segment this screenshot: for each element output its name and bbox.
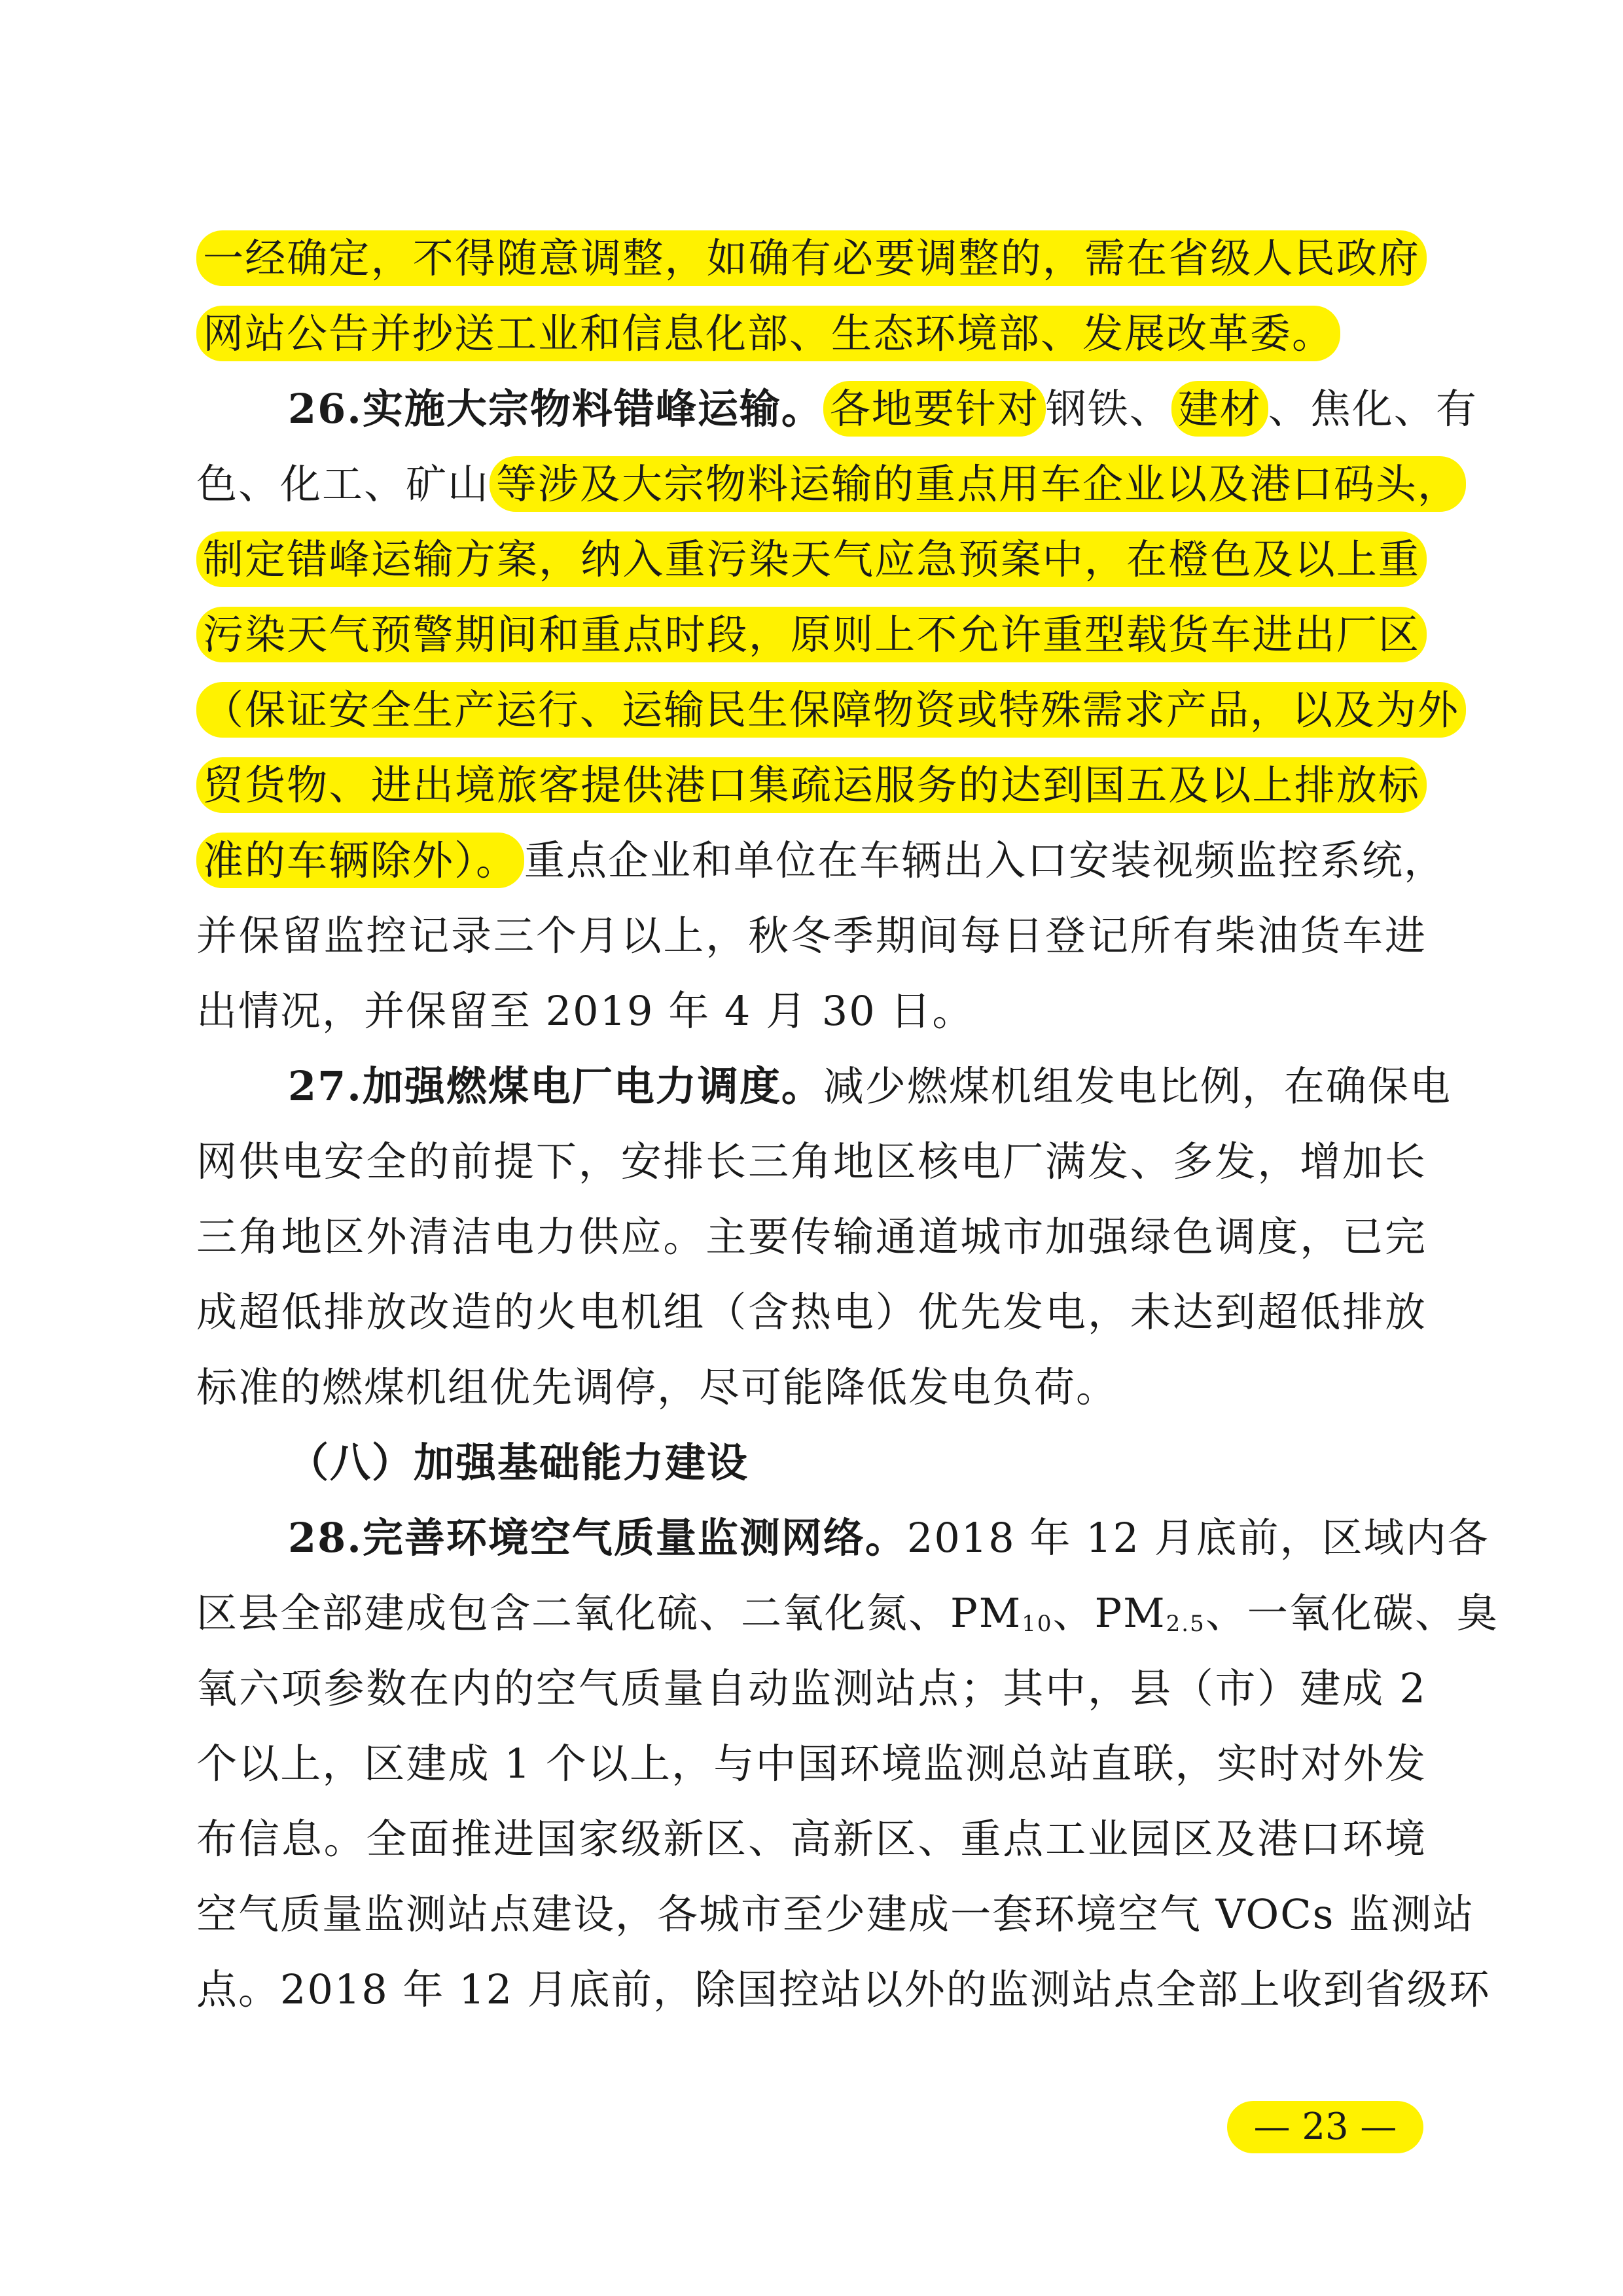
text-run: 标准的燃煤机组优先调停，尽可能降低发电负荷。 — [196, 1363, 1118, 1411]
subscript: 2.5 — [1166, 1611, 1205, 1637]
text-line — [196, 602, 1427, 668]
text-line — [196, 1204, 1427, 1270]
text-line — [196, 1882, 1475, 1947]
text-line — [196, 1957, 1491, 2022]
text-line — [196, 301, 1427, 367]
text-line — [196, 527, 1427, 592]
text-run: 布信息。全面推进国家级新区、高新区、重点工业园区及港口环境 — [196, 1815, 1427, 1863]
text-run: 、PM — [1052, 1589, 1166, 1637]
text-run: 钢铁、 — [1045, 385, 1171, 433]
item-26-title: 26.实施大宗物料错峰运输。 — [288, 385, 823, 433]
highlighted-text: 制定错峰运输方案，纳入重污染天气应急预案中，在橙色及以上重 — [196, 531, 1427, 587]
text-line — [196, 1806, 1427, 1872]
text-line — [196, 828, 1446, 893]
text-line — [196, 1581, 1499, 1646]
text-run: 2018 年 12 月底前，区域内各 — [906, 1514, 1489, 1562]
highlighted-text: 贸货物、进出境旅客提供港口集疏运服务的达到国五及以上排放标 — [196, 757, 1427, 813]
item-27-title: 27.加强燃煤电厂电力调度。 — [288, 1062, 823, 1110]
text-run: 空气质量监测站点建设，各城市至少建成一套环境空气 VOCs 监测站 — [196, 1890, 1475, 1938]
page-number: — 23 — — [1227, 2101, 1423, 2153]
text-run: 重点企业和单位在车辆出入口安装视频监控系统， — [524, 836, 1446, 884]
text-line — [196, 1731, 1427, 1797]
highlighted-text: 准的车辆除外）。 — [196, 833, 524, 888]
text-line — [196, 903, 1427, 969]
highlighted-text: 等涉及大宗物料运输的重点用车企业以及港口码头， — [490, 456, 1466, 512]
highlighted-text: 各地要针对 — [823, 381, 1046, 437]
highlighted-text: 建材 — [1171, 381, 1268, 437]
text-line — [196, 1656, 1427, 1721]
paragraph-26-first-line — [288, 376, 1478, 442]
item-28-title: 28.完善环境空气质量监测网络。 — [288, 1514, 907, 1562]
text-run: 、一氧化碳、臭 — [1205, 1589, 1499, 1637]
text-line — [196, 978, 1427, 1044]
text-run: 出情况，并保留至 2019 年 4 月 30 日。 — [196, 987, 974, 1035]
text-run: 三角地区外清洁电力供应。主要传输通道城市加强绿色调度，已完 — [196, 1213, 1427, 1261]
highlighted-text: 一经确定，不得随意调整，如确有必要调整的，需在省级人民政府 — [196, 230, 1427, 286]
highlighted-text: （保证安全生产运行、运输民生保障物资或特殊需求产品，以及为外 — [196, 682, 1466, 738]
text-run: 区县全部建成包含二氧化硫、二氧化氮、PM — [196, 1589, 1022, 1637]
section-heading: （八）加强基础能力建设 — [288, 1439, 749, 1486]
text-line — [196, 226, 1427, 291]
text-line — [196, 1129, 1427, 1194]
text-run: 减少燃煤机组发电比例，在确保电 — [823, 1062, 1452, 1110]
text-run: 并保留监控记录三个月以上，秋冬季期间每日登记所有柴油货车进 — [196, 912, 1427, 960]
subscript: 10 — [1022, 1611, 1053, 1637]
text-line — [196, 1280, 1427, 1345]
text-line — [196, 753, 1427, 818]
text-run: 氧六项参数在内的空气质量自动监测站点；其中，县（市）建成 2 — [196, 1664, 1427, 1712]
paragraph-28-first-line — [288, 1505, 1489, 1571]
text-run: 、焦化、有 — [1268, 385, 1478, 433]
text-line — [196, 677, 1460, 743]
text-run: 个以上，区建成 1 个以上，与中国环境监测总站直联，实时对外发 — [196, 1740, 1427, 1787]
paragraph-27-first-line — [288, 1054, 1452, 1119]
highlighted-text: 网站公告并抄送工业和信息化部、生态环境部、发展改革委。 — [196, 306, 1340, 361]
text-run: 色、化工、矿山 — [196, 460, 490, 508]
text-run: 点。2018 年 12 月底前，除国控站以外的监测站点全部上收到省级环 — [196, 1965, 1491, 2013]
text-line — [196, 1355, 1427, 1420]
text-run: 网供电安全的前提下，安排长三角地区核电厂满发、多发，增加长 — [196, 1138, 1427, 1185]
text-line — [196, 452, 1460, 517]
highlighted-text: 污染天气预警期间和重点时段，原则上不允许重型载货车进出厂区 — [196, 607, 1427, 662]
text-run: 成超低排放改造的火电机组（含热电）优先发电，未达到超低排放 — [196, 1288, 1427, 1336]
